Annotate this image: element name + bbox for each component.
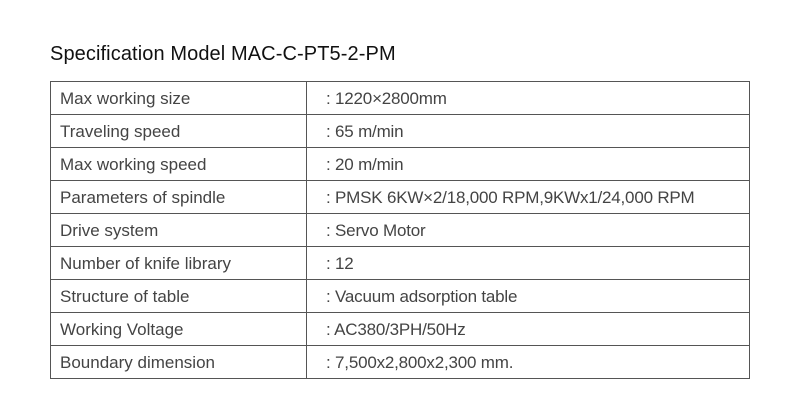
- spec-value: : AC380/3PH/50Hz: [307, 313, 750, 346]
- spec-value: : 1220×2800mm: [307, 82, 750, 115]
- spec-value: : PMSK 6KW×2/18,000 RPM,9KWx1/24,000 RPM: [307, 181, 750, 214]
- spec-label: Drive system: [51, 214, 307, 247]
- table-row: [51, 115, 750, 148]
- table-row: [51, 346, 750, 379]
- spec-title: Specification Model MAC-C-PT5-2-PM: [50, 43, 396, 65]
- spec-label: Traveling speed: [51, 115, 307, 148]
- spec-value: : 65 m/min: [307, 115, 750, 148]
- spec-label: Max working size: [51, 82, 307, 115]
- table-row: [51, 148, 750, 181]
- table-row: [51, 313, 750, 346]
- table-row: [51, 214, 750, 247]
- spec-label: Parameters of spindle: [51, 181, 307, 214]
- spec-value: : Vacuum adsorption table: [307, 280, 750, 313]
- spec-label: Structure of table: [51, 280, 307, 313]
- spec-value: : Servo Motor: [307, 214, 750, 247]
- table-row: [51, 280, 750, 313]
- spec-value: : 20 m/min: [307, 148, 750, 181]
- spec-label: Max working speed: [51, 148, 307, 181]
- table-row: [51, 181, 750, 214]
- spec-label: Boundary dimension: [51, 346, 307, 379]
- spec-value: : 12: [307, 247, 750, 280]
- spec-value: : 7,500x2,800x2,300 mm.: [307, 346, 750, 379]
- table-row: [51, 247, 750, 280]
- spec-label: Working Voltage: [51, 313, 307, 346]
- spec-label: Number of knife library: [51, 247, 307, 280]
- spec-table: [50, 81, 750, 379]
- table-row: [51, 82, 750, 115]
